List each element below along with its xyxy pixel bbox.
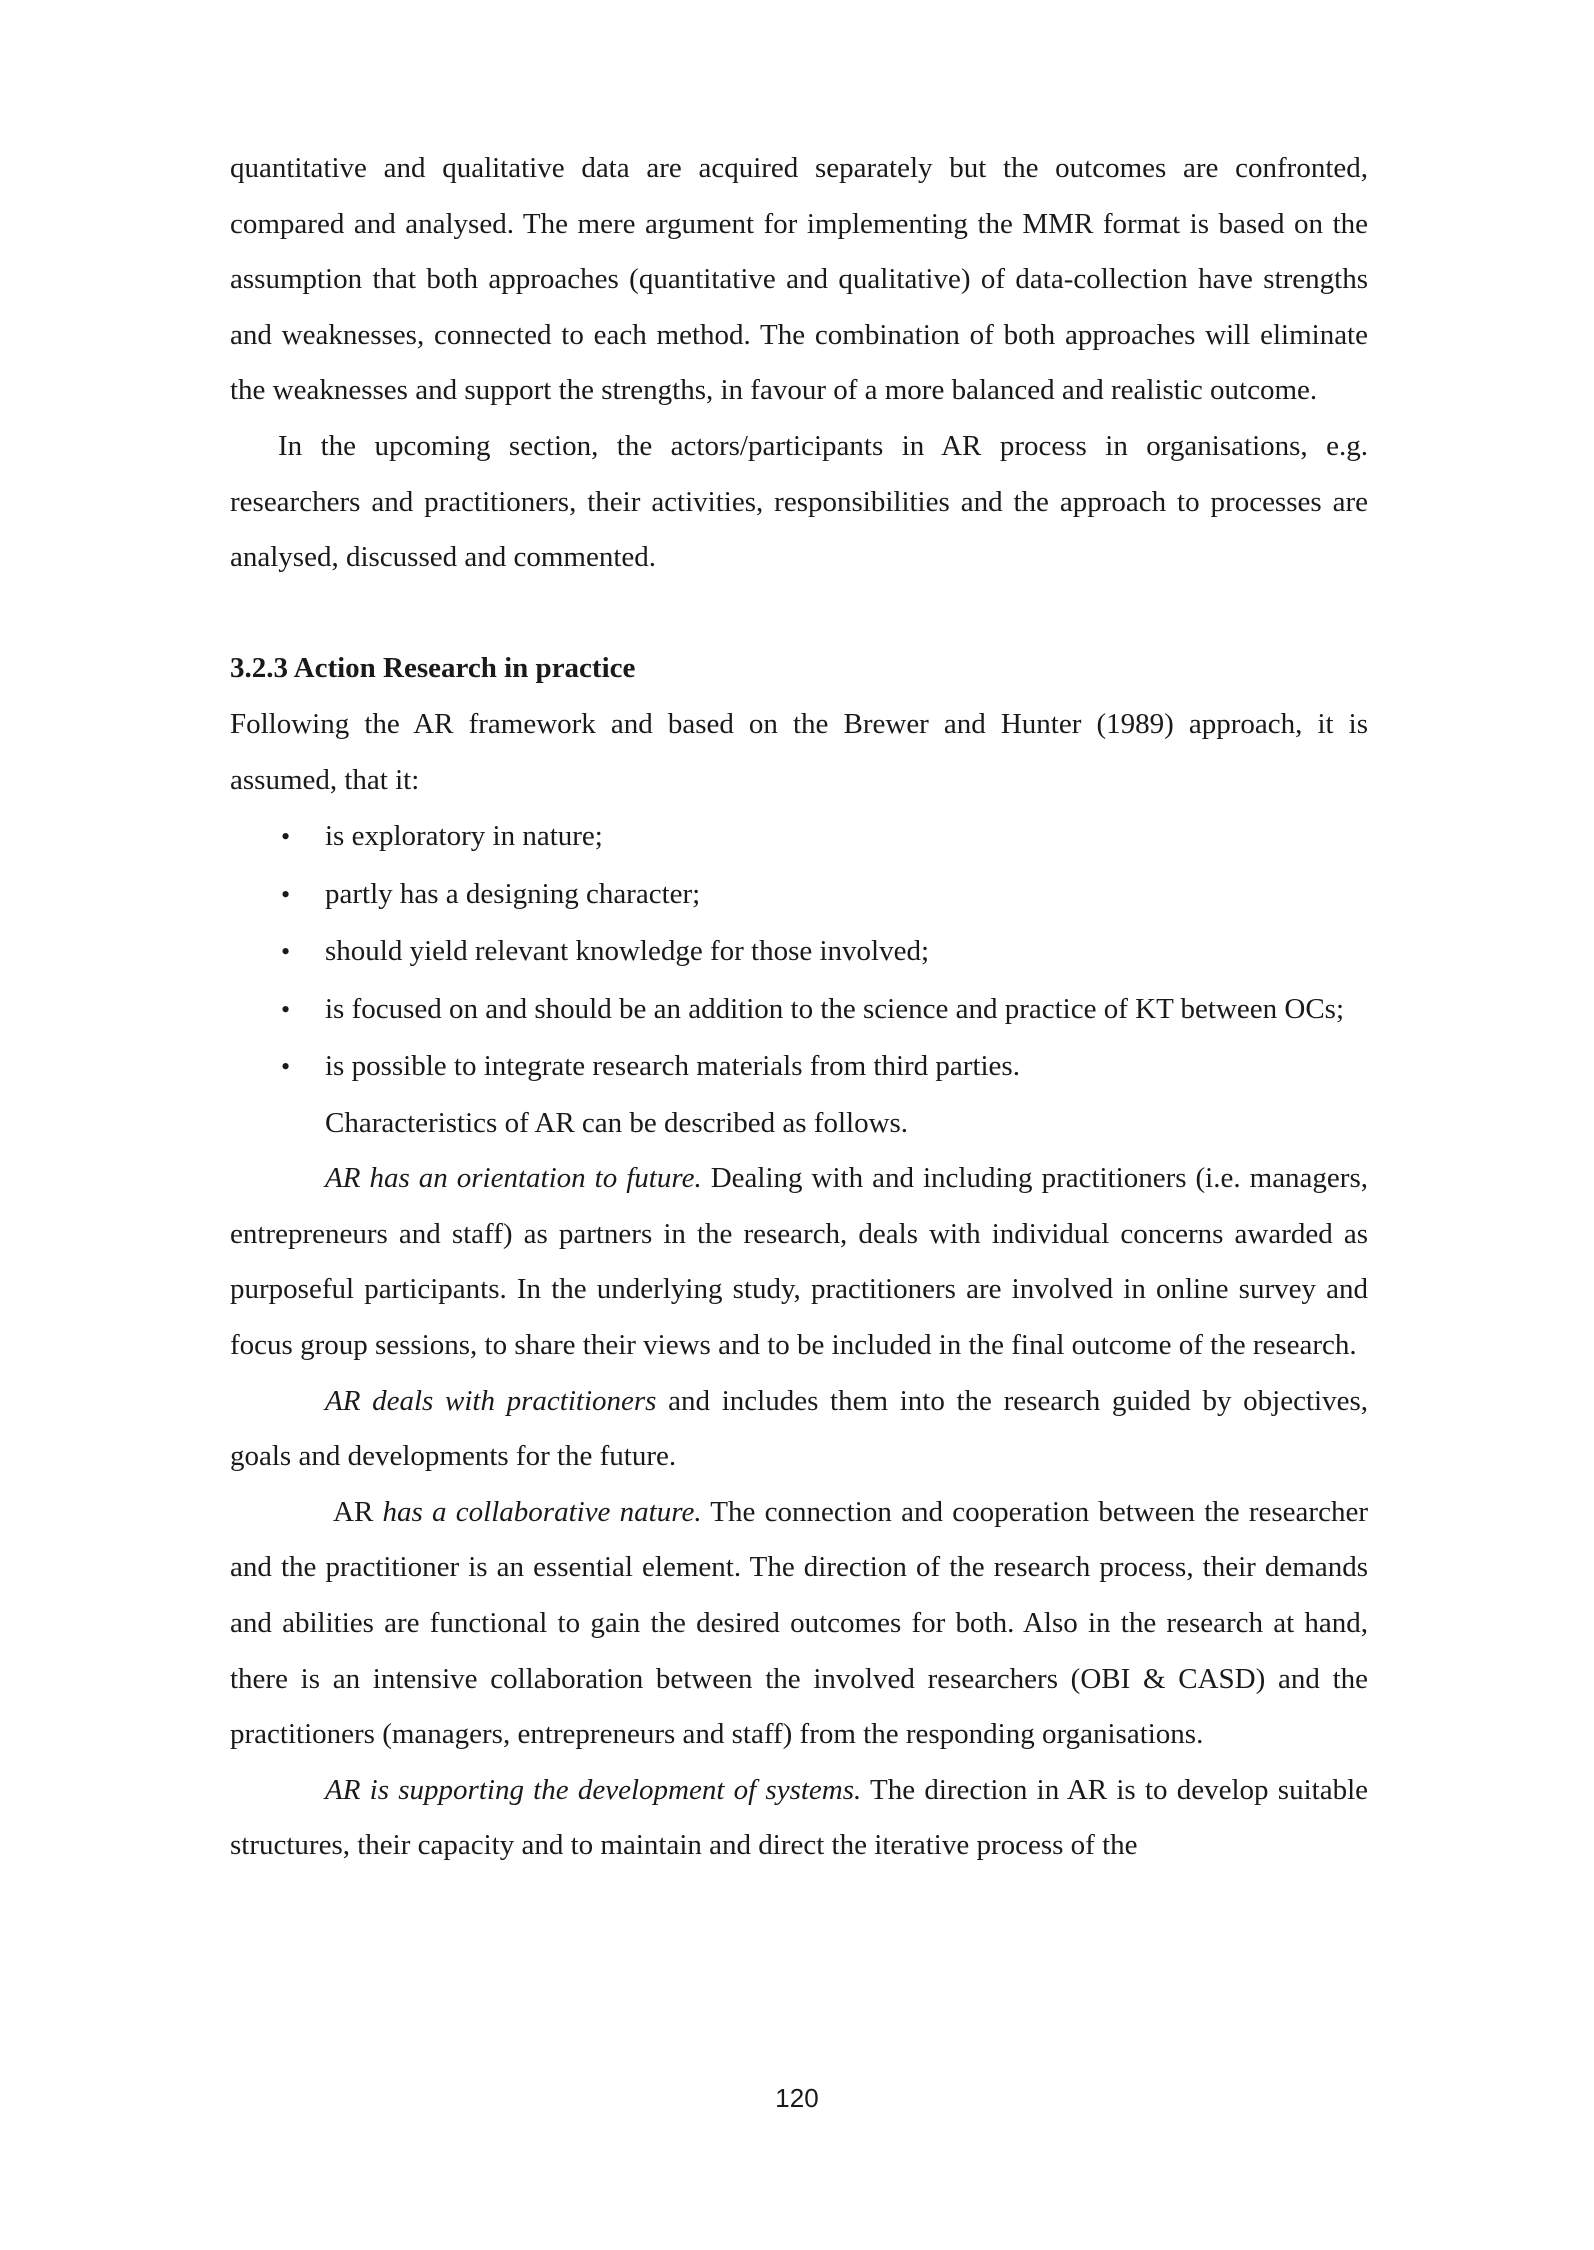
list-item — [230, 923, 1368, 981]
bullet-icon: • — [281, 879, 291, 909]
italic-lead: AR deals with practitioners — [325, 1384, 657, 1417]
paragraph: Following the AR framework and based on the Brewer and Hunter (1989) approach, it is assumed, that it: — [230, 707, 1368, 796]
italic-lead: AR is supporting the development of systems. — [325, 1773, 862, 1806]
page-number: 120 — [775, 2083, 819, 2113]
paragraph — [230, 1151, 1368, 1373]
bullet-icon: • — [281, 1052, 291, 1082]
paragraph-text: and includes them into the research guided by objectives, goals and developments for the future. — [230, 1384, 1368, 1473]
list-item-text: is focused on and should be an addition to the science and practice of KT between OCs; — [325, 992, 1345, 1025]
paragraph — [230, 1485, 1368, 1763]
italic-lead: has a collaborative nature. — [382, 1495, 702, 1528]
paragraph — [230, 1763, 1368, 1874]
paragraph-text: The connection and cooperation between the researcher and the practitioner is an essential element. The direction of the research process, their demands and abilities are functional to gain the desired outcomes for both. Also in the research at hand, there is an intensive collaboration between the involved researchers (OBI & CASD) and the practitioners (managers, entrepreneurs and staff) from the responding organisations. — [230, 1495, 1368, 1751]
italic-lead: AR has an orientation to future. — [325, 1162, 702, 1195]
list-item — [230, 866, 1368, 924]
spacer — [230, 586, 1368, 642]
list-item-text: is exploratory in nature; — [325, 820, 603, 853]
paragraph-text: The direction in AR is to develop suitable structures, their capacity and to maintain and direct the iterative process of the — [230, 1773, 1369, 1862]
list-item — [230, 981, 1368, 1039]
list-item-text: partly has a designing character; — [325, 877, 701, 910]
section-heading: 3.2.3 Action Research in practice — [230, 652, 636, 685]
bullet-icon: • — [281, 822, 291, 852]
characteristics-intro: Characteristics of AR can be described as follows. — [325, 1106, 909, 1139]
page-body — [230, 141, 1368, 1874]
list-item — [230, 808, 1368, 866]
bullet-icon: • — [281, 994, 291, 1024]
bullet-list — [230, 808, 1368, 1096]
list-item-text: is possible to integrate research materials from third parties. — [325, 1050, 1020, 1083]
list-item-text: should yield relevant knowledge for those involved; — [325, 935, 930, 968]
paragraph: quantitative and qualitative data are acquired separately but the outcomes are confronted, compared and analysed. The mere argument for implementing the MMR format is based on the assumption that both approaches (quantitative and qualitative) of data-collection have strengths and weaknesses, connected to each method. The combination of both approaches will eliminate the weaknesses and support the strengths, in favour of a more balanced and realistic outcome. — [230, 152, 1368, 407]
bullet-icon: • — [281, 937, 291, 967]
paragraph: In the upcoming section, the actors/participants in AR process in organisations, e.g. researchers and practitioners, their activities, responsibilities and the approach to processes are analysed, discussed and commented. — [230, 429, 1368, 574]
list-item — [230, 1038, 1368, 1096]
paragraph-prefix: AR — [333, 1495, 383, 1528]
paragraph-text: Dealing with and including practitioners (i.e. managers, entrepreneurs and staff) as partners in the research, deals with individual concerns awarded as purposeful participants. In the underlying study, practitioners are involved in online survey and focus group sessions, to share their views and to be included in the final outcome of the research. — [230, 1162, 1368, 1361]
paragraph — [230, 1374, 1368, 1485]
